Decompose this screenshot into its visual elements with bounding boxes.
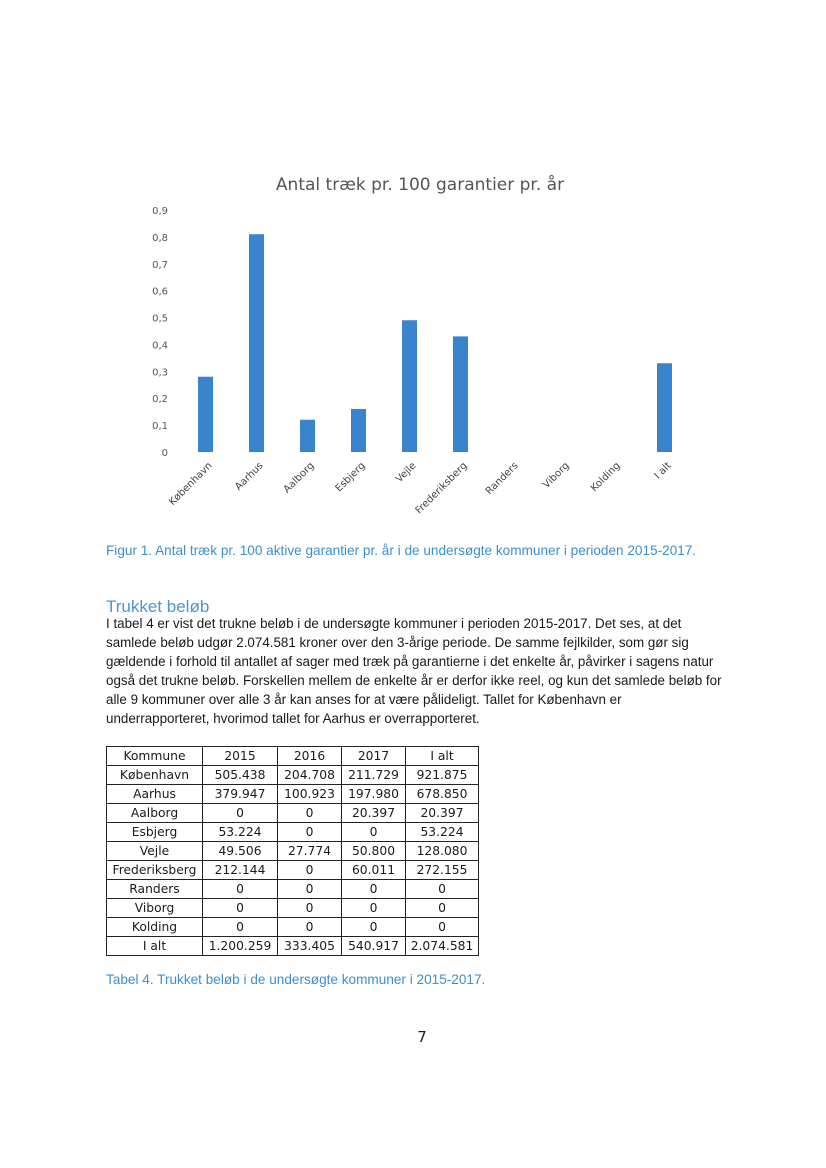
amount-table [106,746,479,956]
table-row-label: Frederiksberg [107,861,203,880]
table-cell: 0 [278,899,342,918]
table-row [107,918,479,937]
bar [249,234,264,452]
table-row [107,880,479,899]
table-header-cell: 2016 [278,747,342,766]
bar [657,363,672,452]
table-cell: 0 [278,823,342,842]
table-cell: 0 [406,880,479,899]
x-tick-label: Kolding [588,460,623,495]
bar-chart [140,160,700,530]
table-cell: 0 [278,918,342,937]
x-tick-label: I alt [652,460,674,482]
table-cell: 53.224 [406,823,479,842]
table-row [107,804,479,823]
table-row [107,937,479,956]
table-row-label: København [107,766,203,785]
table-cell: 0 [203,899,278,918]
table-cell: 921.875 [406,766,479,785]
table-cell: 540.917 [342,937,406,956]
table-cell: 100.923 [278,785,342,804]
table-row [107,785,479,804]
table-cell: 0 [342,918,406,937]
table-row [107,766,479,785]
table-cell: 60.011 [342,861,406,880]
table-cell: 0 [278,861,342,880]
x-tick-label: Esbjerg [333,460,368,495]
table-cell: 0 [342,899,406,918]
y-tick-label: 0,1 [152,421,168,433]
x-tick-label: Frederiksberg [413,460,470,517]
table-row-label: I alt [107,937,203,956]
x-tick-label: Viborg [541,460,572,491]
page-number: 7 [417,1028,427,1046]
table-cell: 272.155 [406,861,479,880]
table-cell: 0 [406,899,479,918]
table-row-label: Aalborg [107,804,203,823]
body-paragraph: I tabel 4 er vist det trukne beløb i de undersøgte kommuner i perioden 2015-2017. Det ses, at det samlede beløb udgør 2.074.581 kroner over den 3-årige periode. De samme fejlkilder, som gør sig gældende i forhold til antallet af sager med træk på garantierne i det enkelte år, påvirker i sagens natur også det trukne beløb. Forskellen mellem de enkelte år er derfor ikke reel, og kun det samlede beløb for alle 9 kommuner over alle 3 år kan anses for at være pålideligt. Tallet for København er underrapporteret, hvorimod tallet for Aarhus er overrapporteret. [106,616,722,726]
table-cell: 204.708 [278,766,342,785]
table-cell: 50.800 [342,842,406,861]
table-header-cell: 2017 [342,747,406,766]
table-header-cell: Kommune [107,747,203,766]
chart-title: Antal træk pr. 100 garantier pr. år [275,175,565,195]
y-tick-label: 0,8 [152,232,168,244]
table-cell: 20.397 [406,804,479,823]
y-tick-label: 0,6 [152,286,168,298]
bar [453,336,468,452]
table-cell: 212.144 [203,861,278,880]
table-row [107,861,479,880]
table-row [107,899,479,918]
table-row-label: Vejle [107,842,203,861]
table-cell: 0 [203,880,278,899]
y-tick-label: 0,5 [152,313,168,325]
bar [300,420,315,452]
table-cell: 49.506 [203,842,278,861]
x-tick-label: Aarhus [233,460,266,493]
x-tick-label: Randers [483,460,521,498]
bar [402,320,417,452]
y-tick-label: 0,4 [152,340,168,352]
bar [351,409,366,452]
table-cell: 0 [278,880,342,899]
figure-caption: Figur 1. Antal træk pr. 100 aktive garantier pr. år i de undersøgte kommuner i perioden 2015-2017. [106,543,697,558]
table-header-row [107,747,479,766]
x-tick-label: København [167,460,215,508]
table-cell: 20.397 [342,804,406,823]
table-row-label: Aarhus [107,785,203,804]
table-row-label: Viborg [107,899,203,918]
table-cell: 0 [406,918,479,937]
x-tick-label: Aalborg [281,460,317,496]
bar [198,377,213,452]
table-row-label: Randers [107,880,203,899]
table-cell: 333.405 [278,937,342,956]
table-body [107,766,479,956]
table-cell: 211.729 [342,766,406,785]
table-cell: 2.074.581 [406,937,479,956]
table-cell: 505.438 [203,766,278,785]
table-row-label: Esbjerg [107,823,203,842]
table-cell: 0 [342,880,406,899]
y-tick-label: 0 [161,448,168,459]
table-cell: 0 [203,918,278,937]
table-cell: 678.850 [406,785,479,804]
table-cell: 0 [342,823,406,842]
table-row-label: Kolding [107,918,203,937]
x-tick-label: Vejle [393,460,419,486]
table-cell: 0 [203,804,278,823]
table-header-cell: 2015 [203,747,278,766]
table-cell: 128.080 [406,842,479,861]
table-header-cell: I alt [406,747,479,766]
table-cell: 53.224 [203,823,278,842]
table-caption: Tabel 4. Trukket beløb i de undersøgte kommuner i 2015-2017. [106,972,486,987]
y-tick-label: 0,9 [152,206,168,217]
table-cell: 27.774 [278,842,342,861]
table-cell: 197.980 [342,785,406,804]
table-cell: 0 [278,804,342,823]
y-tick-label: 0,2 [152,394,168,406]
section-heading: Trukket beløb [106,597,210,616]
table-cell: 1.200.259 [203,937,278,956]
y-tick-label: 0,3 [152,367,168,379]
table-row [107,823,479,842]
table-cell: 379.947 [203,785,278,804]
table-row [107,842,479,861]
y-tick-label: 0,7 [152,259,168,271]
